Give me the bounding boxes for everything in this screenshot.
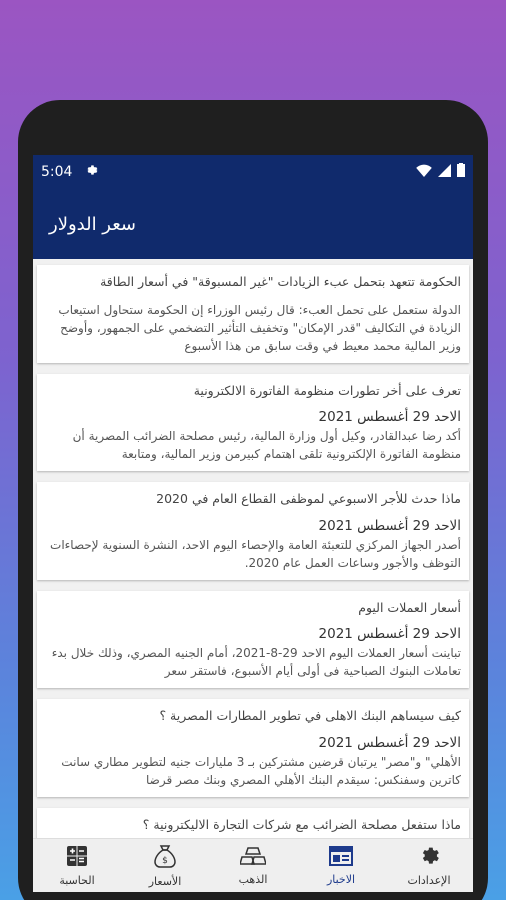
news-card[interactable]: [37, 374, 469, 472]
news-body: أكد رضا عبدالقادر، وكيل أول وزارة المالية، رئيس مصلحة الضرائب المصرية أن منظومة الفاتورة الإلكترونية تلقى اهتمام كبيرمن وزير المالية، ومتابعة: [72, 429, 461, 461]
news-title: الحكومة تتعهد بتحمل عبء الزيادات "غير المسبوقة" في أسعار الطاقة: [100, 274, 461, 289]
news-date: الاحد 29 أغسطس 2021: [318, 626, 461, 642]
newspaper-icon: [329, 846, 353, 870]
nav-calculator[interactable]: [37, 845, 117, 887]
status-bar: [33, 155, 473, 189]
gold-bars-icon: [240, 846, 266, 870]
money-bag-icon: [154, 844, 176, 872]
battery-icon: [457, 163, 465, 181]
nav-news-label: الاخبار: [326, 872, 356, 886]
news-title: تعرف على أخر تطورات منظومة الفاتورة الالكترونية: [193, 382, 461, 398]
news-body: الدولة ستعمل على تحمل العبء: قال رئيس الوزراء إن الحكومة ستحاول استيعاب الزيادة في التكاليف "قدر الإمكان" وتخفيف التأثير التضخمي على الجمهور، وأوضح وزير المالية محمد معيط في وقت سابق من هذا الأسبوع: [58, 302, 461, 353]
nav-settings-label: الإعدادات: [407, 873, 451, 887]
nav-prices[interactable]: [125, 844, 205, 888]
gear-icon: [418, 845, 440, 871]
nav-gold[interactable]: [213, 846, 293, 886]
svg-text:$: $: [162, 855, 168, 866]
app-title: سعر الدولار: [49, 213, 137, 235]
news-date: الاحد 29 أغسطس 2021: [318, 517, 461, 534]
settings-status-icon: [84, 163, 98, 181]
nav-calculator-label: الحاسبة: [59, 873, 95, 887]
nav-prices-label: الأسعار: [148, 874, 182, 888]
news-title: ماذا حدث للأجر الاسبوعي لموظفى القطاع العام في 2020: [156, 491, 461, 506]
news-card[interactable]: [37, 591, 469, 689]
news-card[interactable]: [37, 699, 469, 797]
news-list[interactable]: [33, 259, 473, 838]
news-title: أسعار العملات اليوم: [358, 599, 461, 615]
news-title: ماذا ستفعل مصلحة الضرائب مع شركات التجارة الاليكترونية ؟: [142, 816, 461, 832]
nav-news[interactable]: [301, 846, 381, 886]
bottom-navigation: [33, 838, 473, 892]
nav-settings[interactable]: [389, 845, 469, 887]
signal-icon: [438, 164, 451, 181]
status-time: 5:04: [41, 164, 73, 180]
news-title: كيف سيساهم البنك الاهلى في تطوير المطارات المصرية ؟: [159, 708, 461, 723]
news-date: الاحد 29 أغسطس 2021: [318, 734, 461, 751]
news-body: تباينت أسعار العملات اليوم الاحد 29-8-2021، أمام الجنيه المصري، وذلك خلال بدء تعاملات البنوك الصباحية فى أولى أيام الأسبوع، فاستقر سعر: [51, 646, 461, 678]
news-date: الاحد 29 أغسطس 2021: [318, 409, 461, 425]
news-card[interactable]: [37, 808, 469, 839]
nav-gold-label: الذهب: [238, 872, 268, 886]
news-body: الأهلي" و"مصر" يرتبان قرضين مشتركين بـ 3 مليارات جنيه لتطوير مطاري سانت كاترين وسفنكس: سيقدم البنك الأهلي المصري وبنك مصر قرضا: [61, 754, 461, 787]
app-screen: [33, 155, 473, 892]
news-card[interactable]: [37, 265, 469, 363]
calculator-icon: [66, 845, 88, 871]
news-body: أصدر الجهاز المركزي للتعبئة العامة والإحصاء اليوم الاحد، النشرة السنوية لإحصاءات التوظف والأجور وساعات العمل عام 2020.: [50, 537, 461, 570]
wifi-icon: [416, 164, 432, 181]
news-card[interactable]: [37, 482, 469, 580]
app-bar: [33, 189, 473, 259]
